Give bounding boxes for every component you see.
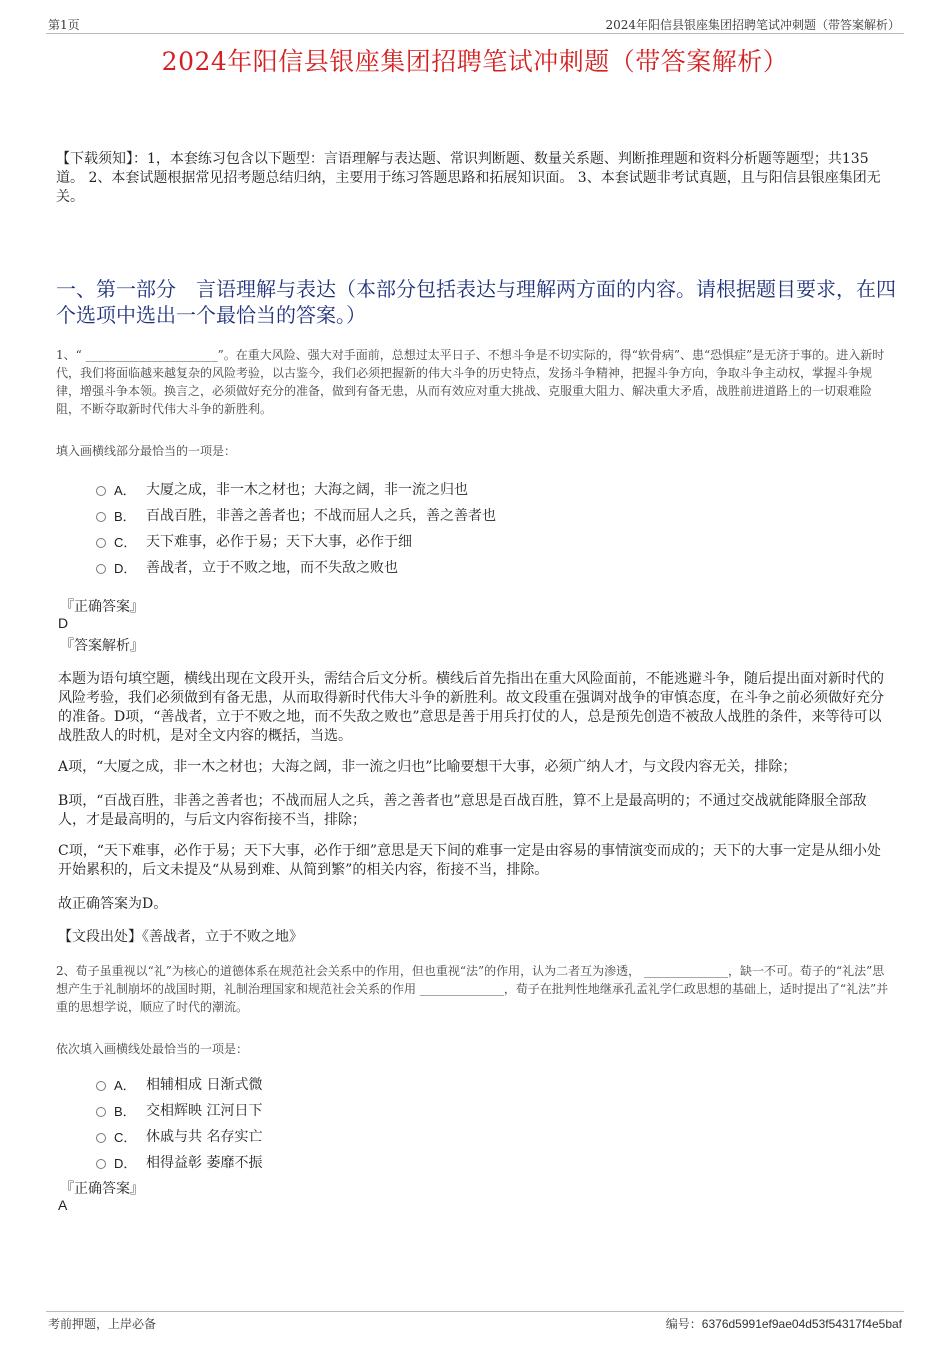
- question-2-text: 2、荀子虽重视以“礼”为核心的道德体系在规范社会关系中的作用，但也重视“法”的作用，认为二者互为渗透， ______________，缺一不可。荀子的“礼法”思想产生于礼制崩坏的战国时期，礼制治理国家和规范社会关系的作用 ______________，荀子在批判性地继承孔孟礼学仁政思想的基础上，适时提出了“礼法”并重的思想学说，顺应了时代的潮流。: [56, 964, 889, 1014]
- analysis-paragraph: A项，“大厦之成，非一木之材也；大海之阔，非一流之归也”比喻要想干大事，必须广纳人才，与文段内容无关，排除；: [58, 759, 797, 775]
- option-c[interactable]: [96, 1123, 796, 1149]
- option-text: 相辅相成 日渐式微: [146, 1077, 263, 1093]
- option-c[interactable]: [96, 528, 796, 554]
- page-number: 第1页: [48, 18, 80, 32]
- option-d[interactable]: [96, 1149, 796, 1175]
- footer-code-value: 6376d5991ef9ae04d53f54317f4e5baf: [701, 1317, 902, 1331]
- download-notice: 【下载须知】：1，本套练习包含以下题型：言语理解与表达题、常识判断题、数量关系题、判断推理题和资料分析题等题型；共135道。 2、本套试题根据常见招考题总结归纳，主要用于练习答题思路和拓展知识面。 3、本套试题非考试真题，且与阳信县银座集团无关。: [56, 151, 881, 205]
- radio-icon[interactable]: [96, 1133, 106, 1143]
- option-letter: B．: [114, 1103, 136, 1119]
- option-a[interactable]: [96, 476, 796, 502]
- option-letter: B．: [114, 508, 136, 524]
- radio-icon[interactable]: [96, 1159, 106, 1169]
- option-text: 交相辉映 江河日下: [146, 1103, 263, 1119]
- page-header: [46, 14, 904, 34]
- option-letter: D．: [114, 1155, 137, 1171]
- page-title: 2024年阳信县银座集团招聘笔试冲刺题（带答案解析）: [161, 47, 789, 76]
- option-text: 百战百胜，非善之善者也；不战而屈人之兵，善之善者也: [146, 508, 496, 524]
- footer-code: [666, 1315, 902, 1332]
- correct-answer-value: D: [58, 615, 69, 631]
- section-heading: 一、第一部分 言语理解与表达（本部分包括表达与理解两方面的内容。请根据题目要求，在四个选项中选出一个最恰当的答案。）: [56, 277, 896, 327]
- question-2-options: [96, 1071, 796, 1175]
- analysis-paragraph: 本题为语句填空题，横线出现在文段开头，需结合后文分析。横线后首先指出在重大风险面前，不能逃避斗争，随后提出面对新时代的风险考验，我们必须做到有备无患，从而取得新时代伟大斗争的新胜利。故文段重在强调对战争的审慎态度，在斗争之前必须做好充分的准备。D项，“善战者，立于不败之地，而不失敌之败也”意思是善于用兵打仗的人，总是预先创造不被敌人战胜的条件，来等待可以战胜敌人的时机，是对全文内容的概括，当选。: [58, 671, 884, 744]
- analysis-conclusion: 故正确答案为D。: [58, 896, 168, 912]
- option-letter: D．: [114, 560, 137, 576]
- option-b[interactable]: [96, 502, 796, 528]
- question-1-text: 1、“ ______________________”。在重大风险、强大对手面前，总想过太平日子、不想斗争是不切实际的，得“软骨病”、患“恐惧症”是无济于事的。进入新时代，我们将面临越来越复杂的风险考验，以古鉴今，我们必须把握新的伟大斗争的历史特点，发扬斗争精神，把握斗争方向，争取斗争主动权，掌握斗争规律，增强斗争本领。换言之，必须做好充分的准备，做到有备无患，从而有效应对重大挑战、克服重大阻力、解决重大矛盾，战胜前进道路上的一切艰难险阻，不断夺取新时代伟大斗争的新胜利。: [56, 348, 885, 416]
- footer-code-label: 编号：: [665, 1317, 702, 1331]
- option-text: 大厦之成，非一木之材也；大海之阔，非一流之归也: [146, 482, 468, 498]
- option-text: 善战者，立于不败之地，而不失敌之败也: [146, 560, 398, 576]
- question-1-prompt: 填入画横线部分最恰当的一项是：: [56, 444, 237, 458]
- option-b[interactable]: [96, 1097, 796, 1123]
- option-letter: C．: [114, 534, 137, 550]
- radio-icon[interactable]: [96, 512, 106, 522]
- analysis-paragraph: C项，“天下难事，必作于易；天下大事，必作于细”意思是天下间的难事一定是由容易的事情演变而成的；天下的大事一定是从细小处开始累积的，后文未提及“从易到难、从简到繁”的相关内容，衔接不当，排除。: [58, 843, 882, 878]
- radio-icon[interactable]: [96, 1081, 106, 1091]
- option-letter: A．: [114, 1077, 136, 1093]
- correct-answer-label: 『正确答案』: [60, 599, 144, 615]
- option-text: 天下难事，必作于易；天下大事，必作于细: [146, 534, 412, 550]
- analysis-source: 【文段出处】《善战者，立于不败之地》: [58, 929, 303, 945]
- correct-answer-value: A: [58, 1197, 68, 1213]
- page-footer: [46, 1311, 904, 1333]
- correct-answer-label: 『正确答案』: [60, 1181, 144, 1197]
- option-text: 休戚与共 名存实亡: [146, 1129, 263, 1145]
- analysis-paragraph: B项，“百战百胜，非善之善者也；不战而屈人之兵，善之善者也”意思是百战百胜，算不上是最高明的；不通过交战就能降服全部敌人，才是最高明的，与后文内容衔接不当，排除；: [58, 793, 867, 828]
- radio-icon[interactable]: [96, 486, 106, 496]
- radio-icon[interactable]: [96, 564, 106, 574]
- header-doc-title: 2024年阳信县银座集团招聘笔试冲刺题（带答案解析）: [605, 18, 900, 32]
- radio-icon[interactable]: [96, 538, 106, 548]
- question-1-options: [96, 476, 796, 580]
- option-text: 相得益彰 萎靡不振: [146, 1155, 263, 1171]
- radio-icon[interactable]: [96, 1107, 106, 1117]
- option-a[interactable]: [96, 1071, 796, 1097]
- option-letter: A．: [114, 482, 136, 498]
- footer-slogan: 考前押题，上岸必备: [48, 1317, 157, 1331]
- option-d[interactable]: [96, 554, 796, 580]
- question-2-prompt: 依次填入画横线处最恰当的一项是：: [56, 1042, 249, 1056]
- option-letter: C．: [114, 1129, 137, 1145]
- analysis-label: 『答案解析』: [60, 638, 144, 654]
